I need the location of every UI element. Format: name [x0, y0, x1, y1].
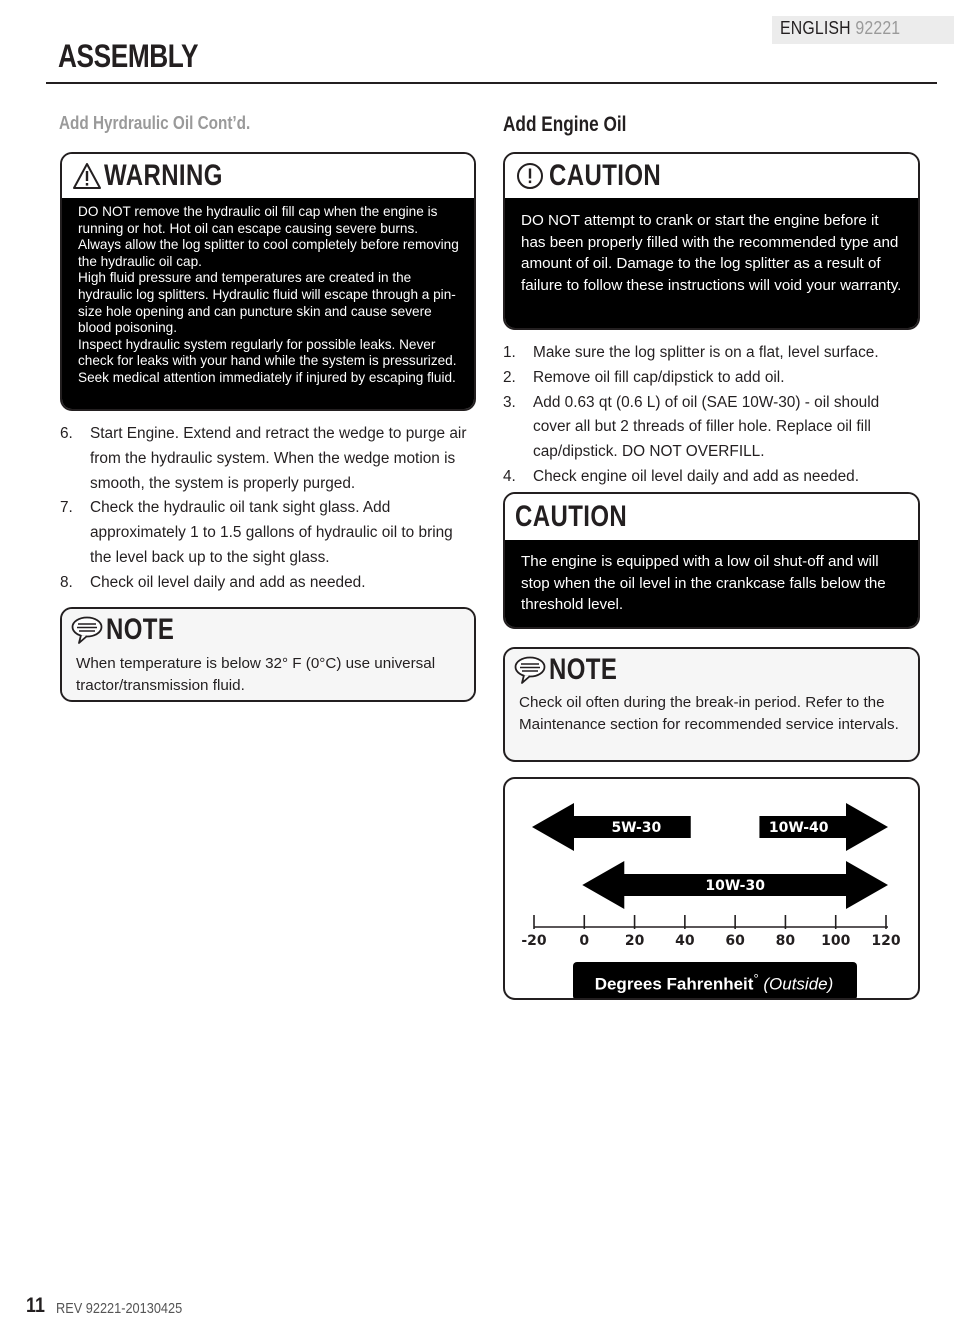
degree-symbol: °	[753, 971, 759, 986]
step-number: 6.	[60, 425, 73, 442]
warning-paragraph: Inspect hydraulic system regularly for possible leaks. Never check for leaks with your hand while the system is pressurized. Seek medical attention immediately if injured by escaping fluid.	[78, 336, 457, 385]
list-item	[60, 422, 476, 496]
header-rule	[46, 82, 937, 84]
caution-title: CAUTION	[549, 159, 662, 192]
tick-label: 20	[624, 933, 645, 949]
note-box-right	[503, 647, 920, 762]
revision-code: REV 92221-20130425	[56, 1300, 183, 1317]
language-label	[780, 18, 900, 39]
oil-viscosity-chart	[503, 777, 920, 1000]
warning-body	[62, 198, 474, 411]
model-number: 92221	[855, 18, 901, 38]
note-speech-icon	[70, 615, 104, 645]
caution-box-2	[503, 492, 920, 629]
step-text: Start Engine. Extend and retract the wedge to purge air from the hydraulic system. When the wedge motion is smooth, the system is properly purged.	[90, 425, 467, 492]
step-number: 1.	[503, 344, 516, 361]
step-text: Add 0.63 qt (0.6 L) of oil (SAE 10W-30) - oil should cover all but 2 threads of filler hole. Replace oil fill cap/dipstick. DO NOT OVERFILL.	[533, 393, 880, 461]
note-title: NOTE	[549, 653, 618, 686]
tick-label: 60	[725, 933, 745, 949]
axis-label-suffix: (Outside)	[763, 974, 834, 994]
warning-triangle-icon	[72, 162, 102, 190]
oil-range-label: 10W-30	[705, 878, 765, 894]
tick-label: -20	[521, 933, 547, 949]
step-text: Check the hydraulic oil tank sight glass. Add approximately 1 to 1.5 gallons of hydraulic oil to bring the level back up to the sight glass.	[90, 499, 453, 566]
language-text: ENGLISH	[780, 18, 851, 38]
axis-label-text: Degrees Fahrenheit	[594, 974, 754, 994]
warning-paragraph: High fluid pressure and temperatures are created in the hydraulic log splitters. Hydraulic fluid will escape through a pin-size hole opening and can puncture skin and cause severe blood poisoning.	[78, 270, 456, 336]
list-item	[503, 341, 920, 366]
step-text: Check engine oil level daily and add as needed.	[533, 467, 859, 485]
note-box-left	[60, 607, 476, 702]
note-header	[505, 649, 918, 691]
note-speech-icon	[513, 655, 547, 685]
list-item	[60, 496, 476, 570]
step-number: 2.	[503, 368, 516, 386]
page-number: 11	[26, 1294, 45, 1317]
caution-header	[505, 154, 918, 198]
caution-title: CAUTION	[515, 500, 628, 533]
step-text: Check oil level daily and add as needed.	[90, 573, 366, 591]
step-text: Make sure the log splitter is on a flat, level surface.	[533, 344, 879, 361]
list-item	[503, 366, 920, 391]
oil-range-label: 5W-30	[611, 820, 662, 836]
exclamation-circle-icon	[515, 161, 545, 191]
section-title: ASSEMBLY	[58, 38, 199, 74]
step-number: 7.	[60, 499, 73, 517]
caution-header	[505, 494, 918, 540]
note-header	[62, 609, 474, 651]
warning-header	[62, 154, 474, 198]
tick-label: 40	[675, 933, 695, 949]
engine-oil-steps-list	[503, 341, 920, 490]
step-number: 4.	[503, 467, 516, 485]
tick-label: 120	[871, 933, 901, 949]
tick-label: 80	[775, 933, 796, 949]
list-item	[503, 391, 920, 465]
tick-label: 0	[579, 933, 590, 949]
tick-label: 100	[821, 933, 851, 949]
list-item	[60, 571, 476, 596]
note-title: NOTE	[106, 613, 175, 646]
hydraulic-steps-list	[60, 422, 476, 596]
left-subhead: Add Hyrdraulic Oil Cont’d.	[59, 113, 251, 133]
step-number: 8.	[60, 573, 73, 591]
right-subhead: Add Engine Oil	[503, 113, 627, 136]
axis-label	[571, 966, 857, 998]
caution-body: DO NOT attempt to crank or start the engine before it has been properly filled with the recommended type and amount of oil. Damage to the log splitter as a result of failure to follow these instructions will void your warranty.	[505, 198, 918, 330]
step-text: Remove oil fill cap/dipstick to add oil.	[533, 368, 785, 386]
warning-paragraph: DO NOT remove the hydraulic oil fill cap when the engine is running or hot. Hot oil can escape causing severe burns. Always allow the log splitter to cool completely before removing the hydraulic oil cap.	[78, 204, 459, 269]
caution-box-1	[503, 152, 920, 330]
list-item	[503, 465, 920, 490]
warning-title: WARNING	[104, 159, 223, 192]
oil-range-label: 10W-40	[768, 820, 829, 836]
caution-body: The engine is equipped with a low oil shut-off and will stop when the oil level in the crankcase falls below the threshold level.	[505, 540, 918, 629]
warning-box	[60, 152, 476, 411]
note-text: When temperature is below 32° F (0°C) use universal tractor/transmission fluid.	[62, 651, 474, 696]
step-number: 3.	[503, 393, 516, 411]
note-text: Check oil often during the break-in period. Refer to the Maintenance section for recommended service intervals.	[505, 691, 918, 735]
